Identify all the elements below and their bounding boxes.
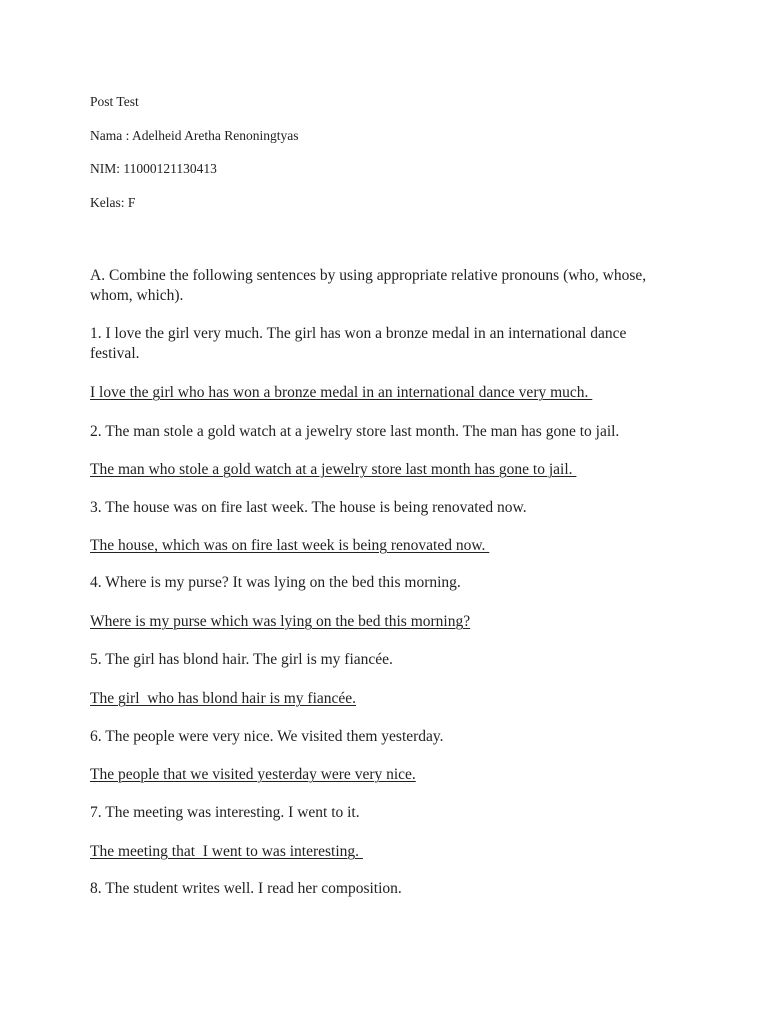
question-5: 5. The girl has blond hair. The girl is my fiancée. — [90, 651, 393, 668]
answer-5: The girl who has blond hair is my fiancée. — [90, 690, 357, 707]
student-class: Kelas: F — [90, 195, 136, 210]
answer-4: Where is my purse which was lying on the bed this morning? — [90, 613, 471, 630]
answer-3: The house, which was on fire last week is being renovated now. — [90, 537, 490, 554]
answer-6: The people that we visited yesterday were very nice. — [90, 766, 416, 783]
document-title: Post Test — [90, 94, 139, 109]
question-8: 8. The student writes well. I read her composition. — [90, 880, 402, 897]
question-1: 1. I love the girl very much. The girl has won a bronze medal in an international dance festival. — [90, 325, 627, 362]
question-6: 6. The people were very nice. We visited them yesterday. — [90, 728, 444, 745]
section-a-instruction: A. Combine the following sentences by using appropriate relative pronouns (who, whose, whom, which). — [90, 267, 647, 304]
question-7: 7. The meeting was interesting. I went to it. — [90, 804, 360, 821]
question-2: 2. The man stole a gold watch at a jewelry store last month. The man has gone to jail. — [90, 423, 620, 440]
question-4: 4. Where is my purse? It was lying on the bed this morning. — [90, 574, 461, 591]
answer-1: I love the girl who has won a bronze medal in an international dance very much. — [90, 384, 593, 401]
student-name: Nama : Adelheid Aretha Renoningtyas — [90, 128, 299, 143]
answer-7: The meeting that I went to was interesting. — [90, 843, 363, 860]
question-3: 3. The house was on fire last week. The house is being renovated now. — [90, 499, 527, 516]
student-nim: NIM: 11000121130413 — [90, 161, 217, 176]
answer-2: The man who stole a gold watch at a jewelry store last month has gone to jail. — [90, 461, 577, 478]
